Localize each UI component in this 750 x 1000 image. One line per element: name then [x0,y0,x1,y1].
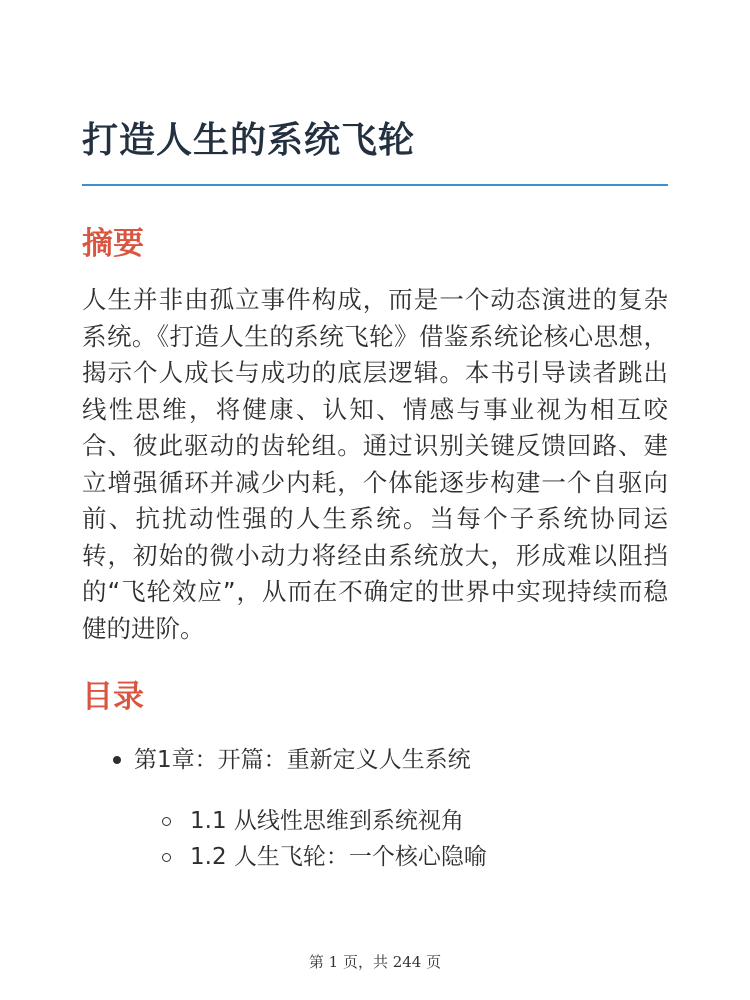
summary-paragraph: 人生并非由孤立事件构成，而是一个动态演进的复杂系统。《打造人生的系统飞轮》借鉴系统论核心思想，揭示个人成长与成功的底层逻辑。本书引导读者跳出线性思维，将健康、认知、情感与事业视为相互咬合、彼此驱动的齿轮组。通过识别关键反馈回路、建立增强循环并减少内耗，个体能逐步构建一个自驱向前、抗扰动性强的人生系统。当每个子系统协同运转，初始的微小动力将经由系统放大，形成难以阻挡的“飞轮效应”，从而在不确定的世界中实现持续而稳健的进阶。 [82,285,668,643]
toc-section-1-2[interactable] [134,839,668,875]
toc-heading: 目录 [82,679,144,715]
toc-section-label[interactable]: 1.2 人生飞轮：一个核心隐喻 [190,844,487,870]
table-of-contents [82,743,668,777]
toc-chapter-1[interactable] [82,743,668,777]
title-divider [82,184,668,186]
toc-chapter-label[interactable]: 第1章：开篇：重新定义人生系统 [134,747,471,773]
bullet-disc-icon [113,756,121,764]
document-title: 打造人生的系统飞轮 [82,120,416,161]
toc-chapter-1-sections [82,803,668,875]
bullet-circle-icon [162,853,171,862]
page-content [82,112,668,875]
page-number-footer: 第 1 页，共 244 页 [308,953,442,971]
summary-heading: 摘要 [82,226,144,262]
toc-section-label[interactable]: 1.1 从线性思维到系统视角 [190,808,464,834]
bullet-circle-icon [162,817,171,826]
toc-section-1-1[interactable] [134,803,668,839]
